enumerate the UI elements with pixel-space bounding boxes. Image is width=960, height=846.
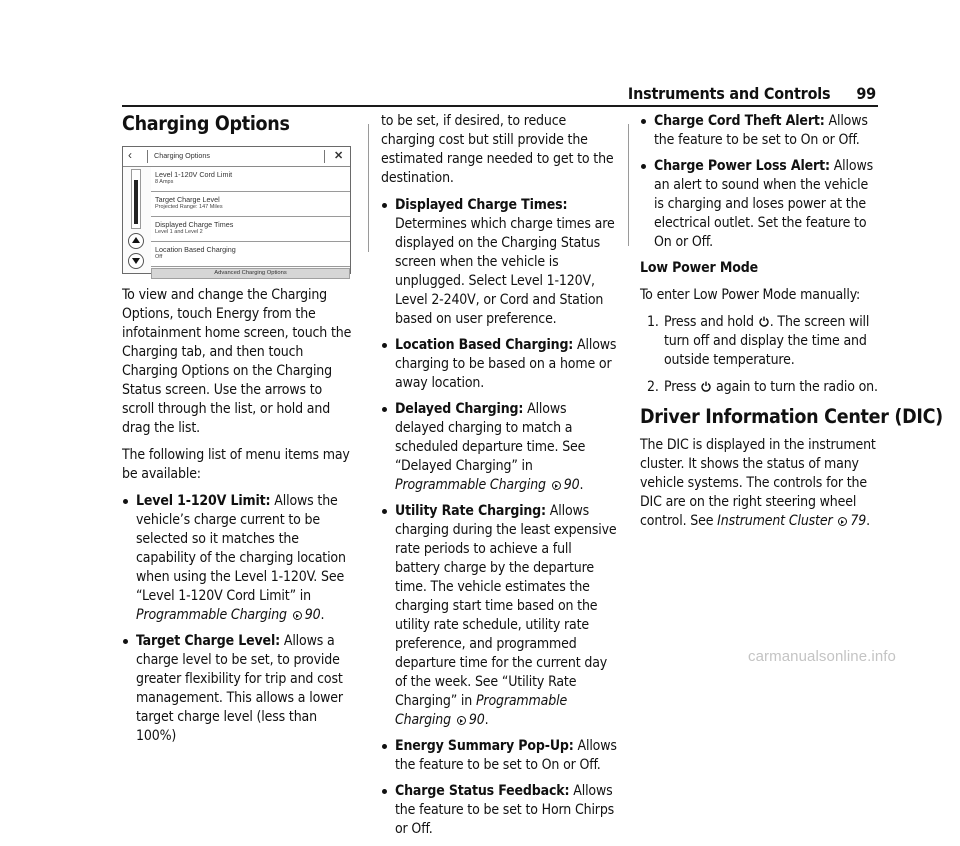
page-reference-icon [838,517,847,526]
page-ref-number[interactable]: 79 [850,513,867,529]
list-item: Delayed Charging: Allows delayed charging to match a scheduled departure time. See “Delayed Charging” in Programmable Charging 90. [381,400,617,495]
header-page-number: 99 [856,84,876,103]
column-1-text [122,286,358,753]
menu-items-list [122,492,358,746]
close-icon[interactable]: ✕ [334,150,344,162]
charging-options-screen-figure [122,146,351,274]
dic-paragraph: The DIC is displayed in the instrument cluster. It shows the status of many vehicle systems. The controls for the DIC are on the right steering wheel control. See Instrument Cluster 79. [640,437,876,529]
list-item: Charge Status Feedback: Allows the feature to be set to Horn Chirps or Off. [381,782,617,839]
menu-items-list-continued [381,196,617,839]
list-item: Location Based Charging: Allows charging to be based on a home or away location. [381,336,617,393]
option-row-target-charge[interactable]: Target Charge Level Projected Range: 147 Miles [151,192,350,217]
header-section-title: Instruments and Controls [627,84,831,103]
page-ref-title[interactable]: Programmable Charging [395,693,568,728]
title-divider [147,150,148,163]
header-rule [122,105,878,107]
column-3 [640,112,943,539]
page-ref-number[interactable]: 90 [563,477,580,493]
power-icon [701,381,711,392]
scrollbar[interactable] [131,169,141,229]
running-header [500,84,876,103]
page-ref-title[interactable]: Instrument Cluster [717,513,833,529]
continued-paragraph: to be set, if desired, to reduce charging cost but still provide the estimated range needed to get to the destination. [381,113,614,186]
list-item: Displayed Charge Times: Determines which charge times are displayed on the Charging Status screen when the vehicle is unplugged. Select Level 1-120V, Level 2-240V, or Cord and Station based on user preference. [381,196,617,329]
page-ref-number[interactable]: 90 [468,712,485,728]
list-item: 1. Press and hold . The screen will turn off and display the time and outside temperature. [647,314,870,368]
scroll-up-icon[interactable] [128,233,144,249]
title-divider [324,150,325,163]
column-divider-1 [368,124,369,252]
list-intro: The following list of menu items may be available: [122,447,350,482]
list-item: Charge Power Loss Alert: Allows an alert to sound when the vehicle is charging and loses power at the electrical outlet. Set the feature to On or Off. [640,157,878,252]
menu-items-list-end [640,112,878,252]
power-icon [759,316,769,327]
list-item: 2. Press again to turn the radio on. [647,379,878,395]
list-item: Charge Cord Theft Alert: Allows the feature to be set to On or Off. [640,112,878,150]
page-ref-number[interactable]: 90 [304,607,321,623]
charging-options-title: Charging Options [122,112,290,135]
page-ref-title[interactable]: Programmable Charging [136,607,287,623]
watermark: carmanualsonline.info [747,648,896,665]
option-row-cord-limit[interactable]: Level 1-120V Cord Limit 8 Amps [151,167,350,192]
advanced-charging-options-button[interactable]: Advanced Charging Options [151,268,350,279]
list-item: Energy Summary Pop-Up: Allows the feature to be set to On or Off. [381,737,617,775]
options-list [151,167,350,279]
scroll-down-icon[interactable] [128,253,144,269]
page-ref-title[interactable]: Programmable Charging [395,477,546,493]
list-item: Utility Rate Charging: Allows charging during the least expensive rate periods to achieve a full battery charge by the departure time. The vehicle estimates the charging start time based on the utility rate schedule, utility rate preference, and programmed departure time for the current day of the week. See “Utility Rate Charging” in Programmable Charging 90. [381,502,617,730]
dic-section-title: Driver Information Center (DIC) [640,405,943,428]
option-row-location-charging[interactable]: Location Based Charging Off [151,242,350,267]
column-2 [381,112,617,846]
screen-title: Charging Options [154,151,210,160]
list-item: Target Charge Level: Allows a charge level to be set, to provide greater flexibility for trip and cost management. This allows a lower target charge level (less than 100%) [122,632,358,746]
list-item: Level 1-120V Limit: Allows the vehicle’s charge current to be selected so it matches the capability of the charging location when using the Level 1-120V. See “Level 1-120V Cord Limit” in Programmable Charging 90. [122,492,358,625]
low-power-intro: To enter Low Power Mode manually: [640,287,861,303]
screen-title-bar [123,147,350,167]
option-row-displayed-times[interactable]: Displayed Charge Times Level 1 and Level 2 [151,217,350,242]
page-reference-icon [552,481,561,490]
scrollbar-thumb[interactable] [134,180,138,224]
column-divider-2 [628,124,629,246]
low-power-steps [640,313,878,397]
intro-paragraph: To view and change the Charging Options, touch Energy from the infotainment home screen, touch the Charging tab, and then touch Charging Options on the Charging Status screen. Use the arrows to scroll through the list, or hold and drag the list. [122,287,352,436]
page-reference-icon [293,611,302,620]
page-reference-icon [457,716,466,725]
chevron-left-icon[interactable]: ‹ [128,148,132,162]
low-power-mode-heading: Low Power Mode [640,260,759,276]
scroll-controls [123,167,150,273]
